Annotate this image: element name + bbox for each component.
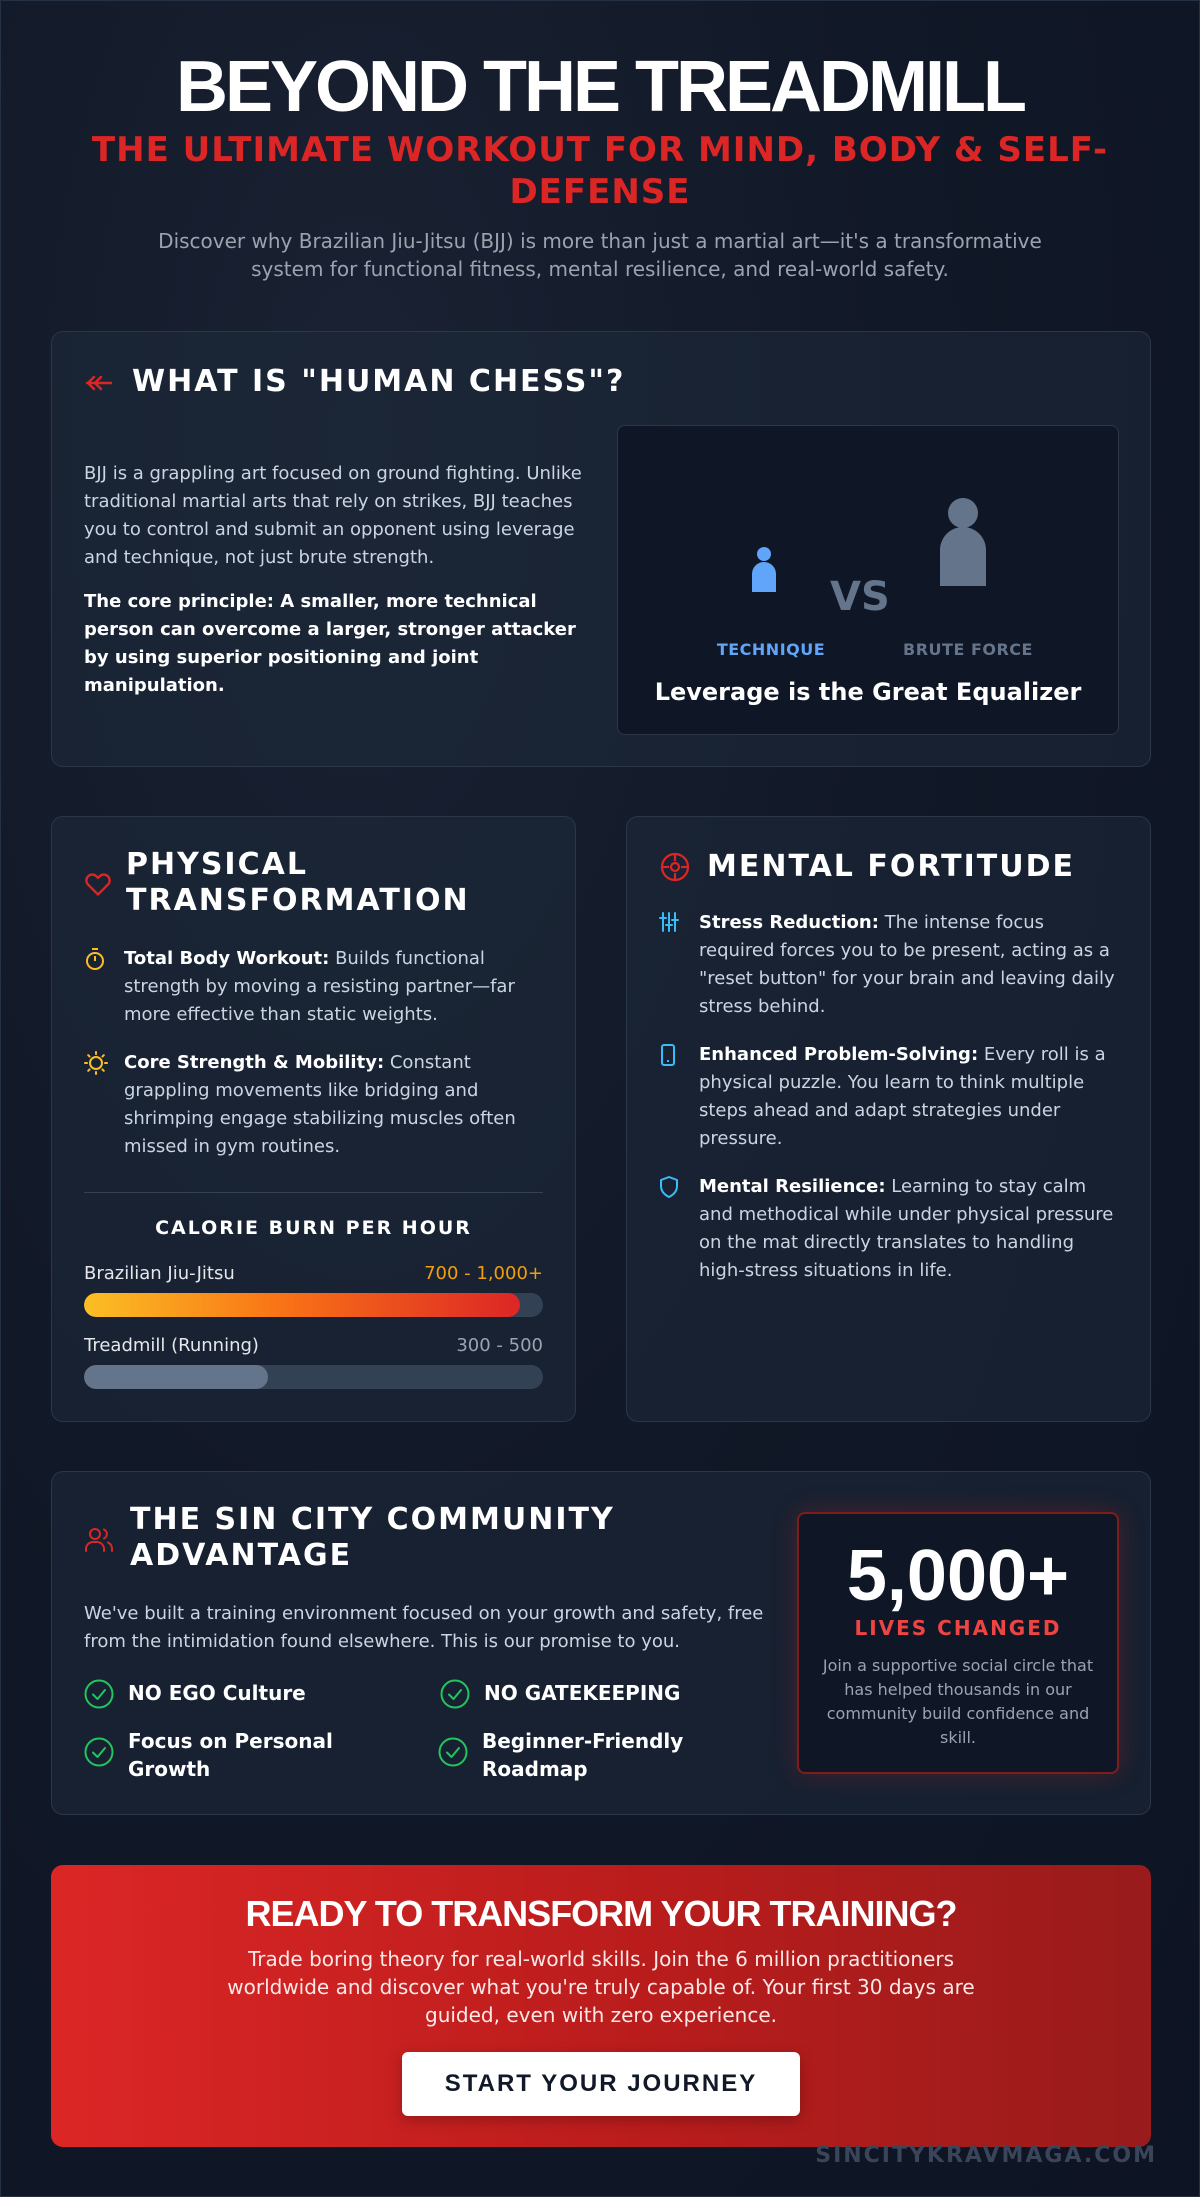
start-journey-button[interactable]: START YOUR JOURNEY bbox=[402, 2052, 800, 2116]
site-watermark: SINCITYKRAVMAGA.COM bbox=[815, 2143, 1157, 2168]
feature-problem-solving bbox=[659, 1041, 1119, 1153]
feature-bold: Core Strength & Mobility: bbox=[124, 1052, 385, 1073]
community-description: We've built a training environment focused on your growth and safety, free from the intimidation found elsewhere. This is our promise to you. bbox=[84, 1603, 764, 1652]
feature-text: Constant grappling movements like bridging and shrimping engage stabilizing muscles often missed in gym routines. bbox=[124, 1052, 516, 1157]
check-circle-icon bbox=[84, 1679, 114, 1713]
check-circle-icon bbox=[438, 1737, 468, 1771]
calorie-chart-title: CALORIE BURN PER HOUR bbox=[155, 1217, 472, 1239]
divider bbox=[84, 1192, 543, 1193]
leverage-tagline: Leverage is the Great Equalizer bbox=[654, 678, 1082, 706]
check-item bbox=[84, 1727, 384, 1783]
mental-title: MENTAL FORTITUDE bbox=[707, 849, 1075, 884]
check-label: Focus on Personal Growth bbox=[128, 1729, 333, 1781]
brute-force-label: BRUTE FORCE bbox=[903, 640, 1033, 659]
feature-text: Every roll is a physical puzzle. You learn to think multiple steps ahead and adapt strategies under pressure. bbox=[699, 1044, 1106, 1149]
feature-bold: Enhanced Problem-Solving: bbox=[699, 1044, 979, 1065]
feature-total-body bbox=[84, 945, 544, 1029]
timer-icon bbox=[84, 947, 106, 975]
bjj-bar-label: Brazilian Jiu-Jitsu bbox=[84, 1263, 235, 1284]
cta-banner bbox=[51, 1865, 1151, 2147]
physical-transformation-card bbox=[51, 816, 576, 1422]
users-icon bbox=[84, 1526, 114, 1558]
vs-label: VS bbox=[830, 574, 890, 620]
technique-label: TECHNIQUE bbox=[716, 640, 826, 659]
feature-stress-reduction bbox=[659, 909, 1119, 1021]
treadmill-bar-value: 300 - 500 bbox=[456, 1335, 543, 1356]
small-person-icon bbox=[750, 546, 778, 598]
cta-description: Trade boring theory for real-world skills. Join the 6 million practitioners worldwide and discover what you're truly capable of. Your first 30 days are guided, even with zero experience. bbox=[227, 1947, 975, 2027]
check-item bbox=[438, 1727, 738, 1783]
page-description: Discover why Brazilian Jiu-Jitsu (BJJ) is more than just a martial art—it's a transformative system for functional fitness, mental resilience, and real-world safety. bbox=[158, 229, 1042, 281]
check-circle-icon bbox=[440, 1679, 470, 1713]
lives-changed-stat bbox=[797, 1512, 1119, 1774]
feature-text: Builds functional strength by moving a resisting partner—far more effective than static weights. bbox=[124, 948, 515, 1025]
check-circle-icon bbox=[84, 1737, 114, 1771]
check-label: NO GATEKEEPING bbox=[484, 1681, 681, 1705]
stat-label: LIVES CHANGED bbox=[854, 1616, 1062, 1640]
arrows-icon bbox=[84, 368, 114, 398]
bjj-bar-fill bbox=[84, 1293, 520, 1317]
bjj-bar-track bbox=[84, 1293, 543, 1317]
feature-core-strength bbox=[84, 1049, 544, 1161]
phone-icon bbox=[659, 1043, 677, 1071]
community-card bbox=[51, 1471, 1151, 1815]
core-principle: The core principle: A smaller, more technical person can overcome a larger, stronger attacker by using superior positioning and joint manipulation. bbox=[84, 591, 576, 696]
human-chess-card bbox=[51, 331, 1151, 767]
cta-title: READY TO TRANSFORM YOUR TRAINING? bbox=[245, 1893, 957, 1934]
heart-icon bbox=[84, 871, 112, 901]
feature-bold: Total Body Workout: bbox=[124, 948, 330, 969]
sliders-icon bbox=[659, 911, 679, 937]
stat-number: 5,000+ bbox=[846, 1536, 1070, 1616]
check-label: Beginner-Friendly Roadmap bbox=[482, 1729, 684, 1781]
page-subtitle: THE ULTIMATE WORKOUT FOR MIND, BODY & SELF-DEFENSE bbox=[91, 130, 1109, 212]
check-item bbox=[84, 1679, 404, 1707]
community-title: THE SIN CITY COMMUNITY ADVANTAGE bbox=[130, 1502, 615, 1573]
feature-bold: Mental Resilience: bbox=[699, 1176, 886, 1197]
check-item bbox=[440, 1679, 760, 1707]
treadmill-bar-fill bbox=[84, 1365, 268, 1389]
treadmill-bar-label: Treadmill (Running) bbox=[84, 1335, 259, 1356]
technique-vs-force-panel bbox=[617, 425, 1119, 735]
check-label: NO EGO Culture bbox=[128, 1681, 306, 1705]
bjj-description: BJJ is a grappling art focused on ground fighting. Unlike traditional martial arts that rely on strikes, BJJ teaches you to control and submit an opponent using leverage and technique, not just brute strength. bbox=[84, 463, 582, 568]
sun-icon bbox=[84, 1051, 108, 1079]
feature-text: Learning to stay calm and methodical while under physical pressure on the mat directly translates to handling high-stress situations in life. bbox=[699, 1176, 1114, 1281]
feature-text: The intense focus required forces you to be present, acting as a "reset button" for your brain and leaving daily stress behind. bbox=[699, 912, 1115, 1017]
treadmill-bar-track bbox=[84, 1365, 543, 1389]
bjj-bar-value: 700 - 1,000+ bbox=[424, 1263, 543, 1284]
feature-mental-resilience bbox=[659, 1173, 1119, 1285]
human-chess-title: WHAT IS "HUMAN CHESS"? bbox=[132, 364, 626, 399]
mental-fortitude-card bbox=[626, 816, 1151, 1422]
target-icon bbox=[659, 851, 691, 887]
physical-title: PHYSICAL TRANSFORMATION bbox=[126, 847, 470, 918]
shield-icon bbox=[659, 1175, 679, 1203]
page-title: BEYOND THE TREADMILL bbox=[176, 47, 1024, 127]
large-person-icon bbox=[938, 498, 988, 592]
feature-bold: Stress Reduction: bbox=[699, 912, 879, 933]
stat-description: Join a supportive social circle that has helped thousands in our community build confidence and skill. bbox=[822, 1656, 1094, 1747]
